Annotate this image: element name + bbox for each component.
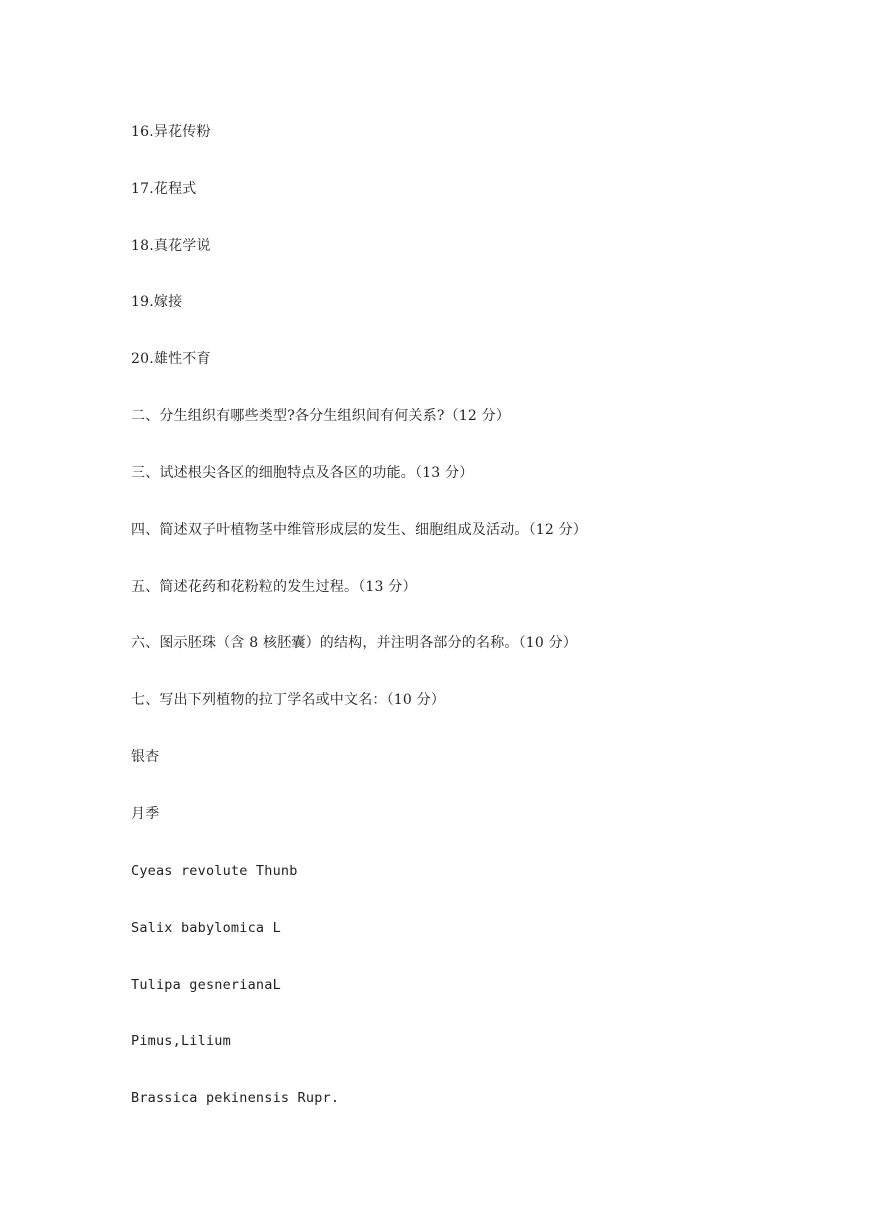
term-16: 16.异花传粉 <box>131 124 211 140</box>
plant-item-2: 月季 <box>131 806 160 822</box>
question-7: 七、写出下列植物的拉丁学名或中文名：（10 分） <box>131 692 446 708</box>
term-20: 20.雄性不育 <box>131 351 211 367</box>
question-3: 三、试述根尖各区的细胞特点及各区的功能。（13 分） <box>131 465 474 481</box>
plant-item-1: 银杏 <box>131 749 160 765</box>
plant-item-3: Cyeas revolute Thunb <box>131 863 298 879</box>
plant-item-5: Tulipa gesnerianaL <box>131 977 281 993</box>
plant-item-4: Salix babylomica L <box>131 920 281 936</box>
plant-item-7: Brassica pekinensis Rupr. <box>131 1090 340 1106</box>
plant-item-6: Pimus,Lilium <box>131 1033 231 1049</box>
question-5: 五、简述花药和花粉粒的发生过程。（13 分） <box>131 579 417 595</box>
question-4: 四、简述双子叶植物茎中维管形成层的发生、细胞组成及活动。（12 分） <box>131 522 588 538</box>
question-2: 二、分生组织有哪些类型?各分生组织间有何关系?（12 分） <box>131 408 511 424</box>
question-6: 六、图示胚珠（含 8 核胚囊）的结构，并注明各部分的名称。（10 分） <box>131 635 578 651</box>
term-19: 19.嫁接 <box>131 294 183 310</box>
term-17: 17.花程式 <box>131 181 197 197</box>
term-18: 18.真花学说 <box>131 238 211 254</box>
